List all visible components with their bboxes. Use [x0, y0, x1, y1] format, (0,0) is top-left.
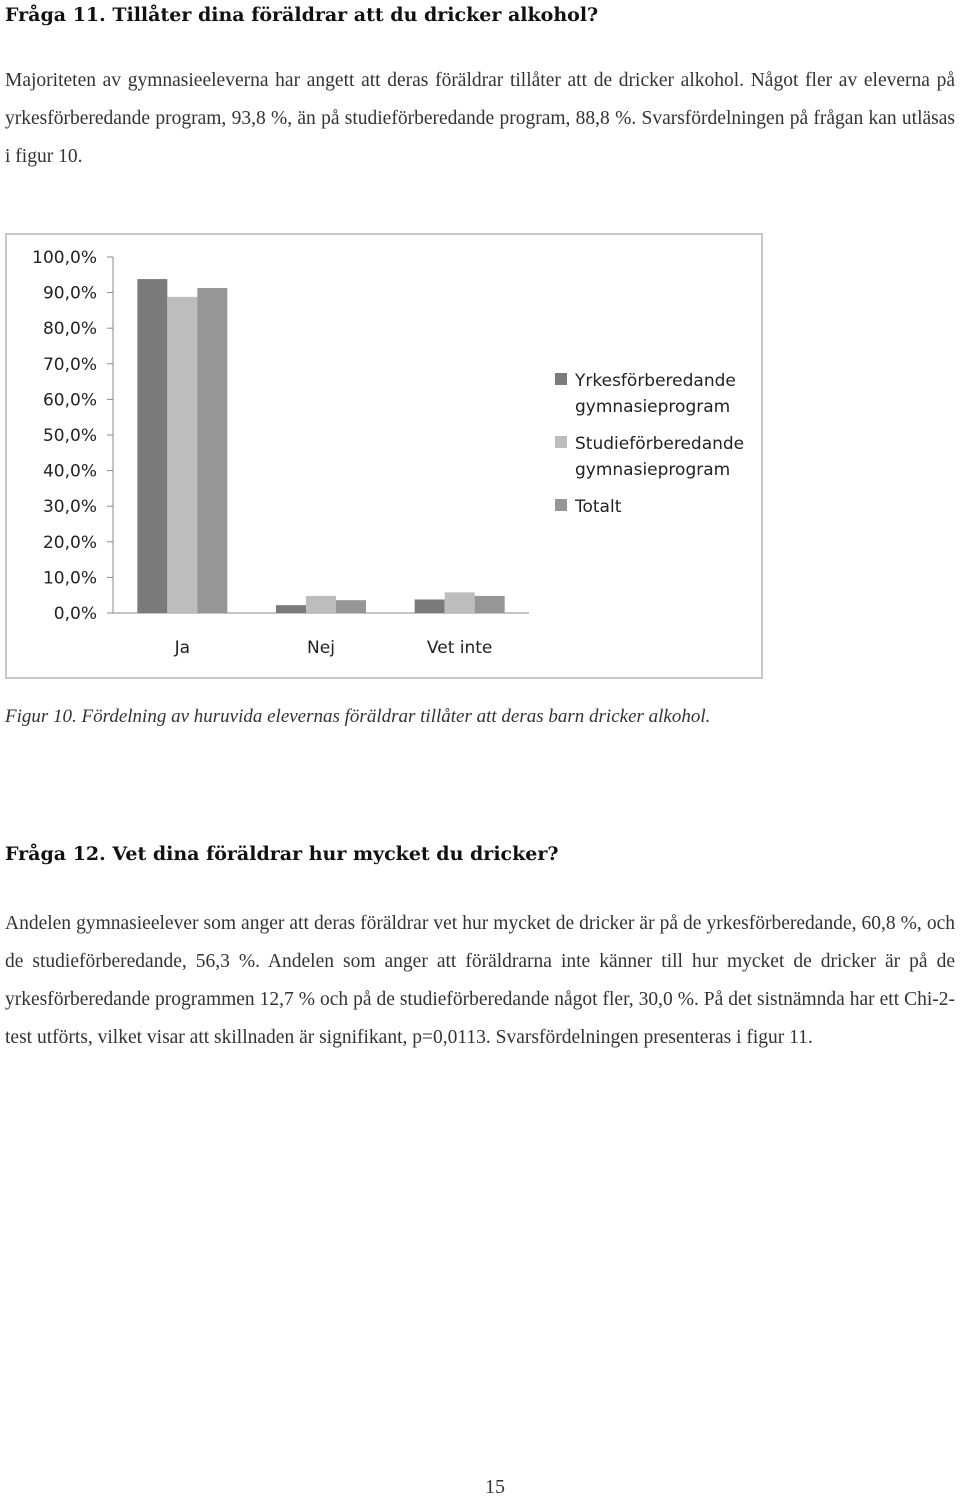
bar — [276, 605, 306, 613]
question-11-heading: Fråga 11. Tillåter dina föräldrar att du dricker alkohol? — [5, 4, 599, 26]
legend-label-line: Yrkesförberedande — [575, 371, 736, 391]
y-tick-label: 50,0% — [42, 426, 97, 446]
figure-10-chart — [5, 233, 763, 679]
y-tick-label: 70,0% — [42, 354, 97, 375]
y-tick-label: 20,0% — [42, 532, 97, 553]
legend-label-line: gymnasieprogram — [575, 397, 731, 417]
y-tick-label: 60,0% — [42, 390, 97, 411]
bar — [197, 288, 227, 613]
legend-label — [575, 434, 744, 480]
y-tick-label: 100,0% — [32, 248, 97, 268]
legend-swatch — [555, 436, 567, 448]
bar — [306, 596, 336, 613]
legend-label — [574, 497, 622, 517]
bar — [167, 297, 197, 613]
figure-10-caption: Figur 10. Fördelning av huruvida elevernas föräldrar tillåter att deras barn dricker alkohol. — [5, 706, 711, 727]
legend-label-line: Studieförberedande — [575, 434, 745, 454]
y-tick-label: 40,0% — [42, 461, 97, 482]
x-category-label: Vet inte — [426, 638, 493, 658]
bar — [415, 599, 445, 613]
bar-chart-svg — [7, 235, 765, 681]
x-category-label: Ja — [174, 638, 191, 658]
legend-swatch — [555, 373, 567, 385]
legend-label-line: gymnasieprogram — [575, 460, 731, 480]
y-tick-label: 80,0% — [42, 319, 97, 340]
x-category-label: Nej — [307, 638, 335, 658]
legend-label — [574, 371, 736, 417]
y-tick-label: 10,0% — [42, 568, 97, 589]
y-tick-label: 90,0% — [42, 283, 97, 304]
question-12-heading: Fråga 12. Vet dina föräldrar hur mycket du dricker? — [5, 843, 559, 865]
legend-label-line: Totalt — [575, 497, 622, 517]
question-11-paragraph: Majoriteten av gymnasieeleverna har angett att deras föräldrar tillåter att de dricker alkohol. Något fler av eleverna på yrkesförberedande program, 93,8 %, än på studieförberedande program, 88,8 %. Svarsfördelningen på frågan kan utläsas i figur 10. — [5, 70, 955, 167]
bar — [445, 592, 475, 613]
question-12-paragraph: Andelen gymnasieelever som anger att deras föräldrar vet hur mycket de dricker är på de yrkesförberedande, 60,8 %, och de studieförberedande, 56,3 %. Andelen som anger att föräldrarna inte känner till hur mycket de dricker är på de yrkesförberedande programmen 12,7 % och på de studieförberedande något fler, 30,0 %. På det sistnämnda har ett Chi-2-test utförts, vilket visar att skillnaden är signifikant, p=0,0113. Svarsfördelningen presenteras i figur 11. — [5, 913, 955, 1048]
page-number: 15 — [485, 1476, 505, 1498]
y-tick-label: 0,0% — [53, 604, 97, 624]
y-tick-label: 30,0% — [42, 497, 97, 518]
bar — [336, 600, 366, 613]
bar — [137, 279, 167, 613]
legend-swatch — [555, 499, 567, 511]
bar — [475, 596, 505, 613]
